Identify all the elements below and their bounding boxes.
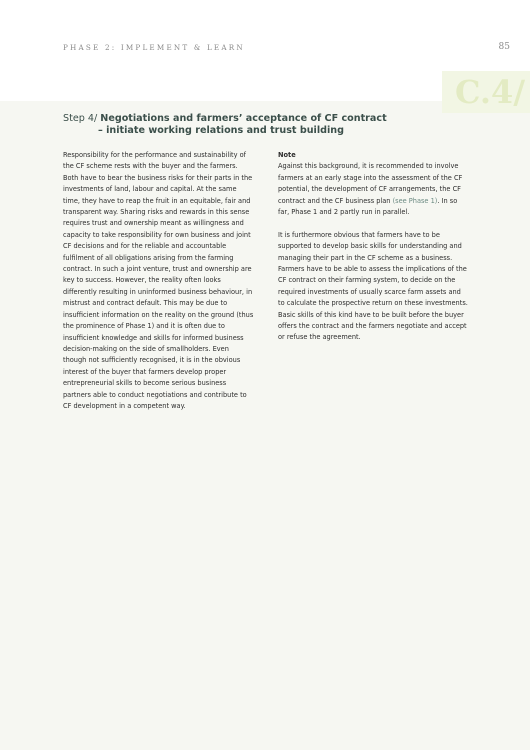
phase-1-reference: (see Phase 1) bbox=[392, 196, 438, 205]
note-paragraph-2: It is furthermore obvious that farmers have to be supported to develop basic skills for understanding and managing their part in the CF scheme as a business. Farmers have to be able to assess the implications of the CF contract on their farming system, to decide on the required investments of usually scarce farm assets and to calculate the prospective return on these investments. Basic skills of this kind have to be built before the buyer offers the contract and the farmers negotiate and accept or refuse the agreement. bbox=[278, 230, 468, 342]
section-code: C.4/ bbox=[455, 73, 525, 111]
note-paragraph-1-text: Against this background, it is recommended to involve farmers at an early stage into the assessment of the CF potential, the development of CF arrangements, the CF contract and the CF business plan bbox=[278, 162, 463, 205]
right-column bbox=[278, 150, 468, 344]
note-paragraph-1-end: . In so far, Phase 1 and 2 partly run in parallel. bbox=[278, 196, 458, 217]
step-heading bbox=[63, 113, 433, 137]
step-label: Step 4/ bbox=[63, 113, 98, 124]
step-title: Negotiations and farmers’ acceptance of CF contract bbox=[100, 113, 387, 124]
note-paragraph-1 bbox=[278, 161, 468, 218]
note-title: Note bbox=[278, 151, 296, 159]
body-paragraph: Responsibility for the performance and sustainability of the CF scheme rests with the buyer and the farmers. Both have to bear the business risks for their parts in the investments of land, labour and capital. At the same time, they have to reap the fruit in an equitable, fair and transparent way. Sharing risks and rewards in this sense requires trust and ownership meant as willingness and capacity to take responsibility for own business and joint CF decisions and for the reliable and accountable fulfilment of all obligations arising from the farming contract. In such a joint venture, trust and ownership are key to success. However, the reality often looks differently resulting in uninformed business behaviour, in mistrust and contract default. This may be due to insufficient information on the reality on the ground (thus the prominence of Phase 1) and it is often due to insufficient knowledge and skills for informed business decision-making on the side of smallholders. Even though not sufficiently recognised, it is in the obvious interest of the buyer that farmers develop proper entrepreneurial skills to become serious business partners able to conduct negotiations and contribute to CF development in a competent way. bbox=[63, 151, 254, 410]
page-number: 85 bbox=[498, 42, 510, 52]
left-column bbox=[63, 150, 254, 412]
running-head: PHASE 2: IMPLEMENT & LEARN bbox=[63, 43, 245, 52]
step-subtitle: – initiate working relations and trust building bbox=[98, 125, 344, 136]
